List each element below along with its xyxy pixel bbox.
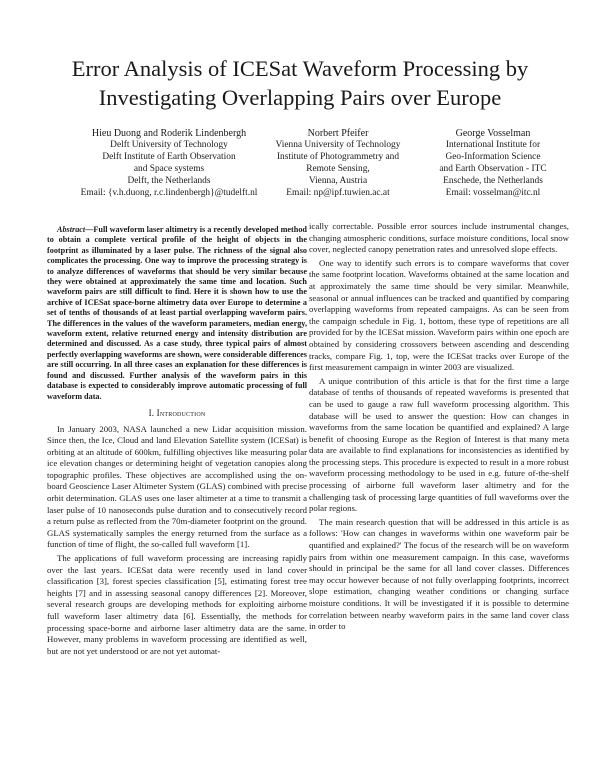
author-duong-lindenbergh [60,128,278,199]
author-email: Email: {v.h.duong, r.c.lindenbergh}@tudelft.nl [80,187,258,198]
abstract [47,225,307,402]
right-column [309,221,569,635]
author-name: Norbert Pfeifer [307,128,369,139]
title-line-2: Investigating Overlapping Pairs over Europe [98,85,502,110]
affiliation-line: Geo-Information Science [445,151,541,162]
paragraph: The applications of full waveform processing are increasing rapidly over the last years. ICESat data were recently used in land cover classification [3], forest species classification [5], estimating forest tree heights [7] and in assessing seasonal canopy differences [2]. Moreover, several research groups are developing methods for exploiting airborne full waveform laser altimetry data [6]. Essentially, the methods for processing space-borne and airborne laser altimetry data are the same. However, many problems in waveform processing are identified as well, but are not yet understood or are not yet automat- [47,553,307,656]
paper-title [30,54,570,112]
abstract-label: Abstract [57,225,86,234]
paragraph: ically correctable. Possible error sources include instrumental changes, changing atmospheric conditions, surface moisture conditions, local snow cover, neglected canopy penetration rates and unresolved slope effects. [309,221,569,255]
affiliation-line: Vienna University of Technology [275,139,401,150]
affiliation-line: Remote Sensing, [306,163,370,174]
paragraph: In January 2003, NASA launched a new Lidar acquisition mission. Since then, the Ice, Cloud and land Elevation Satellite system (ICESat) is orbiting at an altitude of 600km, fulfilling objectives like measuring polar ice elevation changes or determining height of vegetation canopies along topographic profiles. These objectives are accomplished using the on-board Geoscience Laser Altimeter System (GLAS) combined with precise orbit determination. GLAS uses one laser altimeter at a time to transmit a laser pulse of 10 nanoseconds pulse duration and to consecutively record a return pulse as reflected from the 70m-diameter footprint on the ground. GLAS systematically samples the energy returned from the surface as a function of time of flight, the so-called full waveform [1]. [47,423,307,550]
affiliation-line: International Institute for [445,139,541,150]
author-email: Email: vosselman@itc.nl [445,187,541,198]
abstract-text: —Full waveform laser altimetry is a recently developed method to obtain a complete vertical profile of the height of objects in the footprint as illuminated by a laser pulse. The richness of the signal also complicates the processing. One way to improve the processing strategy is to analyze differences of waveforms that should be very similar because they were obtained at approximately the same time and location. Such waveform pairs are still difficult to find. Here it is shown how to use the archive of ICESat space-borne altimetry data over Europe to determine a set of tenths of thousands of at least partial overlapping waveform pairs. The differences in the values of the waveform parameters, median energy, waveform extent, relative returned energy and intensity distribution are determined and discussed. As a case study, three typical pairs of almost perfectly overlapping waveforms are shown, were considerable differences are still occurring. In all three cases an explanation for these differences is found and discussed. Further analysis of the waveform pairs in this database is expected to considerably improve automatic processing of full waveform data. [47,225,307,401]
affiliation-line: Institute of Photogrammetry and [276,151,400,162]
paragraph: One way to identify such errors is to compare waveforms that cover the same footprint location. Waveforms obtained at the same location and at approximately the same time should be very similar. Meanwhile, seasonal or annual influences can be tracked and quantified by comparing overlapping waveforms from repeated campaigns. As can be seen from the campaign schedule in Fig. 1, bottom, these type of repetitions are all provided for by the ICESat mission. Waveform pairs within one epoch are obtained by considering crossovers between ascending and descending tracks, compare Fig. 1, top, were the ICESat tracks over Europe of the first measurement campaign in winter 2003 are visualized. [309,257,569,373]
affiliation-line: Enschede, the Netherlands [443,175,543,186]
affiliation-line: Delft University of Technology [110,139,228,150]
affiliation-line: and Earth Observation - ITC [439,163,547,174]
paragraph: The main research question that will be addressed in this article is as follows: 'How can changes in waveforms within one waveform pair be quantified and explained?' The focus of the research will be on waveform pairs from within one measurement campaign. In this case, waveforms should in principal be the same for all land cover classes. Differences may occur however because of not fully overlapping footprints, incorrect slope estimation, changing weather conditions or changing surface moisture conditions. It will be investigated if it is possible to determine correlation between nearby waveform pairs in the same land cover class in order to [309,516,569,632]
affiliation-line: and Space systems [133,163,205,174]
affiliation-line: Vienna, Austria [308,175,368,186]
author-name: Hieu Duong and Roderik Lindenbergh [91,128,247,139]
affiliation-line: Delft Institute of Earth Observation [102,151,236,162]
author-block [30,128,570,200]
author-vosselman [418,128,568,199]
author-pfeifer [273,128,403,199]
section-heading: I. Introduction [148,407,206,418]
title-line-1: Error Analysis of ICESat Waveform Processing by [71,56,529,81]
left-column [47,225,307,659]
author-email: Email: np@ipf.tuwien.ac.at [286,187,390,198]
author-name: George Vosselman [455,128,531,139]
affiliation-line: Delft, the Netherlands [127,175,211,186]
paragraph: A unique contribution of this article is that for the first time a large database of tenths of thousands of repeated waveforms is presented that can be used to gauge a raw full waveform processing algorithm. This database will be used to answer the question: How can changes in waveforms from the same location be quantified and explained? A large benefit of choosing Europe as the Region of Interest is that many meta data are available to find explanations for inconsistencies as identified by the processing steps. This procedure is expected to result in a more robust waveform processing methodology to be used in e.g. future of-the-shelf processing of airborne full waveform laser altimetry and for the challenging task of processing large quantities of full waveforms over the polar regions. [309,375,569,514]
